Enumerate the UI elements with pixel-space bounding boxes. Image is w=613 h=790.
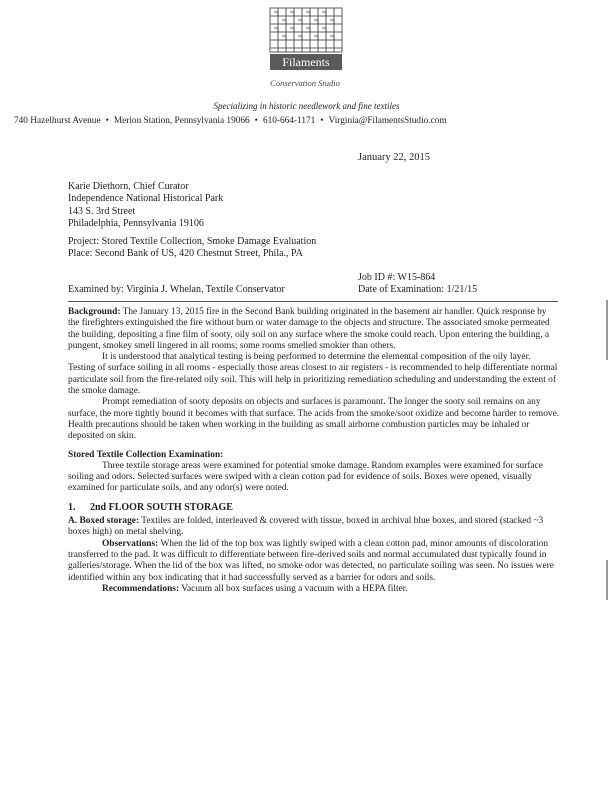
divider [68, 301, 558, 302]
examined-by: Examined by: Virginia J. Whelan, Textile Conservator [68, 284, 285, 295]
scan-edge-mark [606, 560, 608, 600]
studio-phone: 610-664-1171 [262, 116, 316, 126]
recipient-city: Philadelphia, Pennsylvania 19106 [68, 218, 204, 230]
boxed-storage-heading: A. Boxed storage: [68, 516, 140, 527]
tagline: Specializing in historic needlework and fine textiles [213, 101, 400, 111]
exam-date: Date of Examination: 1/21/15 [358, 284, 478, 296]
recipient-name: Karie Diethorn, Chief Curator [68, 181, 189, 192]
filaments-logo [268, 6, 344, 78]
section-1-title [68, 502, 560, 513]
place-line: Place: Second Bank of US, 420 Chestnut Street, Phila., PA [68, 248, 303, 260]
studio-address: 740 Hazelhurst Avenue [14, 116, 101, 126]
contact-line [14, 116, 604, 126]
background-text-1: The January 13, 2015 fire in the Second Bank building originated in the basement air handler. Quick response by the firefighters extinguished the fire without burn or water damage to the objects and structure. The associated smoke permeated the building, depositing a fine film of sooty, oily soil on any surface where the smoke could reach. Upon entering the building, a pungent, smokey smell lingered in all rooms; some rooms smelled smokier than others. [68, 307, 550, 351]
logo-subtitle: Conservation Studio [270, 78, 340, 88]
observations-label: Observations: [102, 538, 159, 549]
studio-email[interactable]: Virginia@FilamentsStudio.com [328, 116, 447, 126]
report-body [68, 307, 560, 595]
logo-wordmark: Filaments [282, 55, 330, 69]
boxed-storage-paragraph [68, 516, 560, 539]
recipient-block [68, 181, 223, 231]
background-paragraph [68, 307, 560, 352]
examination-heading: Stored Textile Collection Examination: [68, 449, 224, 460]
observations-text: When the lid of the top box was lightly swiped with a clean cotton pad, minor amounts of discoloration transferred to the pad. It was difficult to differentiate between fire-derived soils and normal accumulated dust typically found in galleries/storage. When the lid of the box was lifted, no smoke odor was detected, no particulate soiling was seen. No issues were identified within any box indicating that it had successfully served as a barrier for odors and soils. [68, 538, 554, 583]
recommendations-paragraph [68, 584, 560, 595]
separator: • [320, 116, 324, 126]
recommendations-text: Vacuum all box surfaces using a vacuum with a HEPA filter. [181, 583, 408, 594]
project-block [68, 236, 316, 261]
observations-paragraph [68, 539, 560, 584]
project-line: Project: Stored Textile Collection, Smoke Damage Evaluation [68, 236, 317, 247]
recipient-street: 143 S. 3rd Street [68, 205, 136, 217]
recommendations-label: Recommendations: [102, 583, 180, 594]
job-block [358, 272, 477, 297]
examination-text: Three textile storage areas were examined for potential smoke damage. Random examples were examined for surface soiling and odors. Selected surfaces were swiped with a clean cotton pad for evidence of soils. Boxes were opened, visually examined for particulate soils, and any odor(s) were noted. [68, 460, 543, 494]
scan-edge-mark [606, 300, 608, 360]
job-id: Job ID #: W15-864 [358, 272, 436, 283]
studio-city: Merion Station, Pennsylvania 19066 [113, 116, 250, 126]
letter-date: January 22, 2015 [358, 152, 431, 163]
background-text-2: It is understood that analytical testing is being performed to determine the elemental composition of the oily layer. Testing of surface soiling in all rooms - especially those areas closest to air registers - is recommended to help differentiate normal particulate soil from the fire-related oily soil. This will help in prioritizing remediation scheduling and understanding the extent of the smoke damage. [68, 352, 558, 397]
boxed-storage-text: Textiles are folded, interleaved & covered with tissue, boxed in archival blue boxes, and stored (stacked ~3 boxes high) on metal shelving. [68, 516, 544, 538]
section-title-text: 2nd FLOOR SOUTH STORAGE [90, 501, 233, 513]
separator: • [254, 116, 258, 126]
separator: • [105, 116, 109, 126]
background-text-3: Prompt remediation of sooty deposits on objects and surfaces is paramount. The longer the sooty soil remains on any surface, the more tightly bound it becomes with that surface. The acids from the smoke/soot oxidize and become harder to remove. Health precautions should be taken when working in the building as small airborne combustion particles may be inhaled or deposited on skin. [68, 397, 560, 442]
recipient-org: Independence National Historical Park [68, 193, 224, 205]
background-heading: Background: [68, 307, 121, 317]
section-number: 1. [68, 501, 76, 513]
